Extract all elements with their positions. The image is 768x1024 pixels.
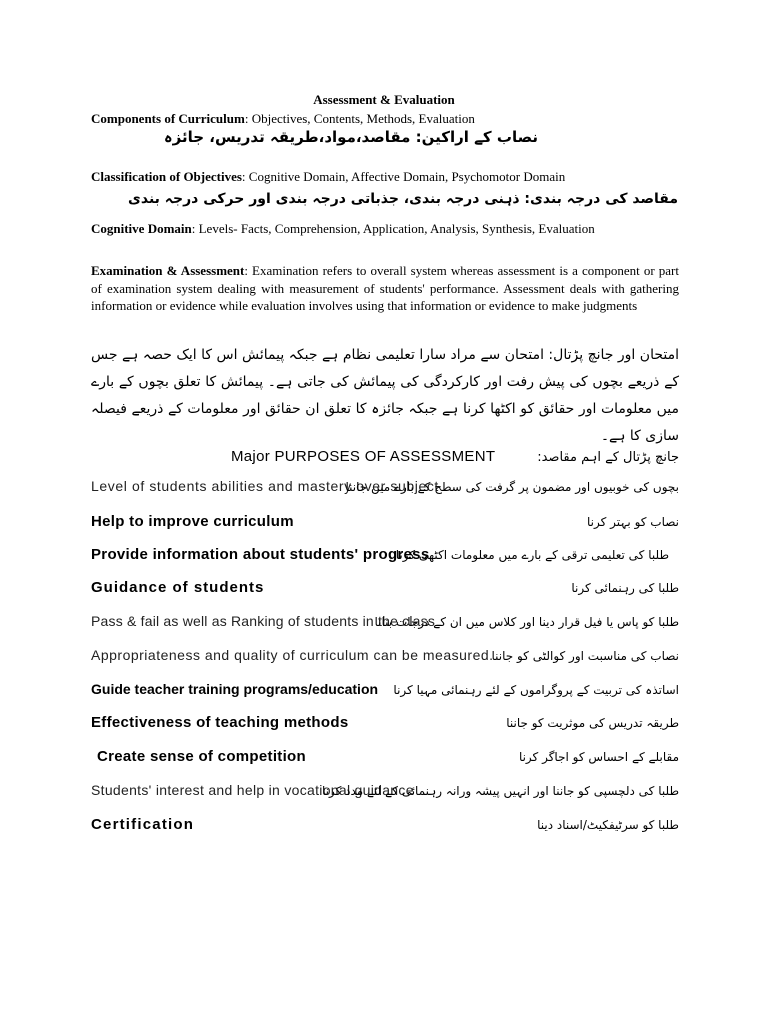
purpose-en: Pass & fail as well as Ranking of students in the class xyxy=(91,613,436,629)
purpose-ur: نصاب کو بہتر کرنا xyxy=(587,515,679,529)
purpose-en: Create sense of competition xyxy=(97,748,306,765)
purposes-heading: Major PURPOSES OF ASSESSMENT xyxy=(231,448,496,465)
purpose-ur: طلبا کو پاس یا فیل قرار دینا اور کلاس میں ان کے درجات بنانا xyxy=(374,615,679,629)
purpose-en: Level of students abilities and mastery over subject xyxy=(91,478,439,494)
purpose-ur: بچوں کی خوبیوں اور مضمون پر گرفت کی سطح کے بارے میں جاننا xyxy=(345,480,679,494)
components-label: Components of Curriculum xyxy=(91,111,245,126)
purpose-item xyxy=(91,714,679,738)
purpose-ur: طلبا کی دلچسپی کو جاننا اور انہیں پیشہ ورانہ رہنمائی کے لئے مدد کرنا xyxy=(322,784,679,798)
cognitive-label: Cognitive Domain xyxy=(91,221,192,236)
components-line xyxy=(91,111,475,127)
purpose-item xyxy=(91,782,679,806)
classification-label: Classification of Objectives xyxy=(91,169,242,184)
components-text: : Objectives, Contents, Methods, Evaluation xyxy=(244,111,475,126)
page-title: Assessment & Evaluation xyxy=(313,92,455,107)
cognitive-text: : Levels- Facts, Comprehension, Application, Analysis, Synthesis, Evaluation xyxy=(191,221,595,236)
purpose-en: Provide information about students' progress xyxy=(91,546,430,563)
cognitive-line xyxy=(91,221,595,237)
purposes-heading-urdu: جانچ پڑتال کے اہم مقاصد: xyxy=(537,450,679,465)
purpose-en: Appropriateness and quality of curriculum can be measured. xyxy=(91,647,494,663)
purpose-ur: طلبا کو سرٹیفکیٹ/اسناد دینا xyxy=(537,818,679,832)
purpose-ur: اساتذہ کی تربیت کے پروگراموں کے لئے رہنمائی مہیا کرنا xyxy=(393,683,679,697)
components-urdu: نصاب کے اراکین: مقاصد،مواد،طریقہ تدریس، جائزہ xyxy=(163,128,538,146)
exam-paragraph xyxy=(91,262,679,315)
purpose-item xyxy=(91,513,679,537)
purpose-en: Effectiveness of teaching methods xyxy=(91,714,349,731)
purpose-en: Students' interest and help in vocational guidance xyxy=(91,782,414,798)
purpose-item xyxy=(91,546,679,570)
exam-label: Examination & Assessment xyxy=(91,263,245,278)
purpose-en: Guide teacher training programs/education xyxy=(91,681,379,697)
purpose-item xyxy=(91,579,679,603)
classification-line xyxy=(91,169,565,185)
purpose-item xyxy=(91,816,679,840)
exam-text: : Examination refers to overall system whereas assessment is a component or part of examination system dealing with measurement of students' performance. Assessment deals with gathering information or evidence while evaluation involves using that information or evidence to make judgments xyxy=(91,263,679,313)
purpose-ur: مقابلے کے احساس کو اجاگر کرنا xyxy=(518,750,679,764)
purpose-item xyxy=(91,681,679,705)
purpose-ur: طلبا کی تعلیمی ترقی کے بارے میں معلومات اکٹھی کرنا xyxy=(395,548,669,562)
purpose-item xyxy=(91,647,679,671)
purpose-item xyxy=(91,613,679,637)
purpose-ur: طلبا کی رہنمائی کرنا xyxy=(571,581,679,595)
purpose-ur: نصاب کی مناسبت اور کوالٹی کو جاننا xyxy=(491,649,679,663)
purpose-en: Certification xyxy=(91,816,195,833)
purpose-en: Help to improve curriculum xyxy=(91,513,294,530)
classification-text: : Cognitive Domain, Affective Domain, Psychomotor Domain xyxy=(241,169,566,184)
purpose-ur: طریقہ تدریس کی موثریت کو جاننا xyxy=(506,716,679,730)
classification-urdu: مقاصد کی درجہ بندی: ذہنی درجہ بندی، جذباتی درجہ بندی اور حرکی درجہ بندی xyxy=(128,191,678,207)
purpose-en: Guidance of students xyxy=(91,579,265,596)
purpose-item xyxy=(91,748,679,772)
purposes-heading-row xyxy=(91,448,679,472)
urdu-paragraph: امتحان اور جانچ پڑتال: امتحان سے مراد سارا تعلیمی نظام ہے جبکہ پیمائش اس کا ایک حصہ ہے جس کے ذریعے بچوں کی پیش رفت اور کارکردگی کی پیمائش کی جاتی ہے۔ پیمائش کا تعلق بچوں کے بارے میں معلومات اور حقائق کو اکٹھا کرنا ہے جبکہ جائزہ کا تعلق ان حقائق اور معلومات کے ذریعے فیصلہ سازی کا ہے۔ xyxy=(91,347,679,444)
purpose-item xyxy=(91,478,679,502)
